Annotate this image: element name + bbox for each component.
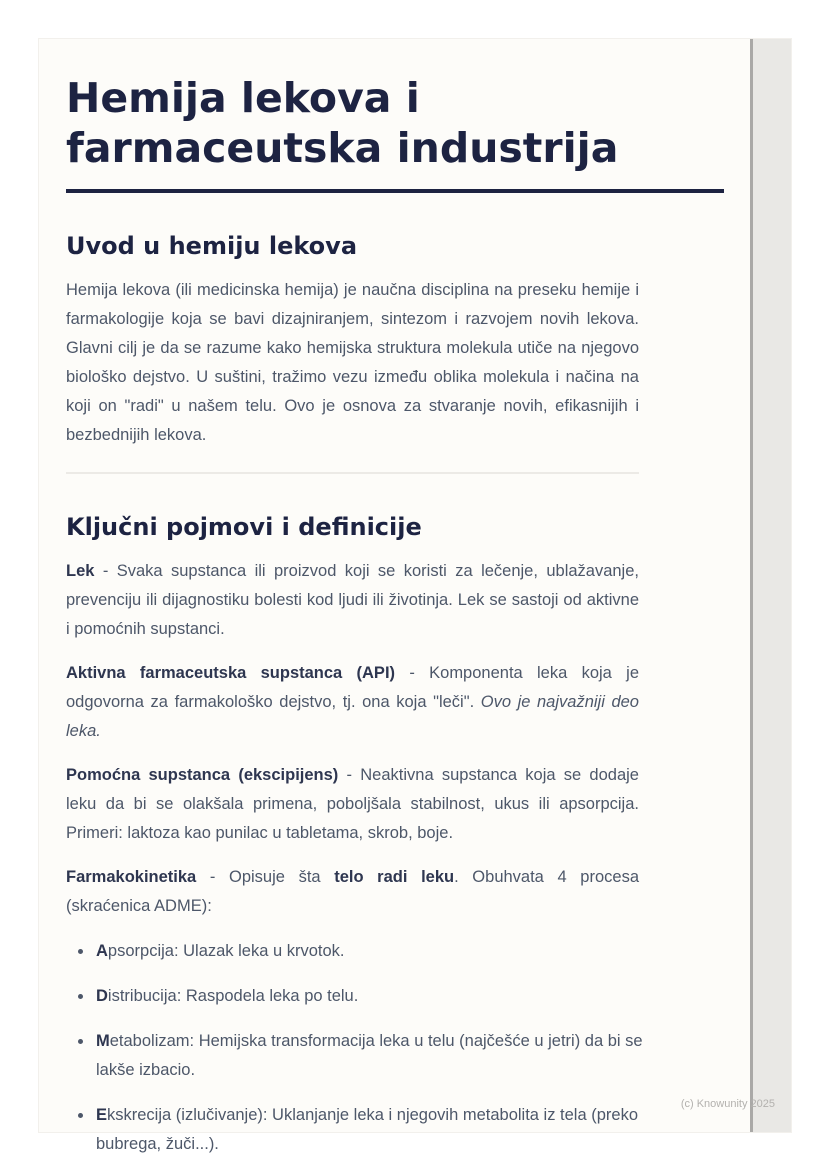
list-item-metabolizam [94, 1027, 659, 1085]
document-page [38, 38, 792, 1153]
text-run: Ovo je najvažniji deo leka. [66, 693, 639, 740]
text-run: istribucija: Raspodela leka po telu. [107, 987, 359, 1005]
text-run: psorpcija: Ulazak leka u krvotok. [107, 942, 345, 960]
text-run: Hemija lekova (ili medicinska hemija) je naučna disciplina na preseku hemije i farmakologije koja se bavi dizajniranjem, sintezom i razvojem novih lekova. Glavni cilj je da se razume kako hemijska struktura molekula utiče na njegovo biološko dejstvo. U suštini, tražimo vezu između oblika molekula i načina na koji on "radi" u našem telu. Ovo je osnova za stvaranje novih, efikasnijih i bezbednijih lekova. [66, 281, 639, 444]
text-run: D [96, 987, 108, 1005]
document-title-line-2: farmaceutska industrija [66, 124, 619, 172]
document-title-line-1: Hemija lekova i [66, 74, 420, 122]
definition-ekscipijens [66, 761, 639, 848]
page-edge-strip [750, 39, 791, 1132]
text-run: - Svaka supstanca ili proizvod koji se koristi za lečenje, ublažavanje, prevenciju ili dijagnostiku bolesti kod ljudi ili životinja. Lek se sastoji od aktivne i pomoćnih supstanci. [66, 562, 639, 638]
list-item-ekskrecija [94, 1101, 659, 1159]
copyright-notice: (c) Knowunity 2025 [680, 1098, 775, 1110]
definition-api [66, 659, 639, 746]
text-run: - Opisuje šta [196, 868, 335, 886]
list-item-apsorpcija [94, 937, 659, 966]
section-heading-uvod: Uvod u hemiju lekova [66, 232, 358, 260]
text-run: Pomoćna supstanca (ekscipijens) [66, 766, 339, 784]
text-run: M [96, 1032, 110, 1050]
text-run: - Komponenta leka koja je odgovorna za farmakološko dejstvo, tj. ona koja "leči". [66, 664, 639, 711]
text-run: A [96, 942, 108, 960]
document-content [66, 39, 726, 1175]
text-run: - Neaktivna supstanca koja se dodaje leku da bi se olakšala primena, poboljšala stabilnost, ukus ili apsorpcija. Primeri: laktoza kao punilac u tabletama, skrob, boje. [66, 766, 639, 842]
text-run: Lek [66, 562, 95, 580]
title-underline-rule [66, 189, 724, 193]
definition-lek [66, 557, 639, 644]
definition-farmakokinetika [66, 863, 639, 921]
list-item-distribucija [94, 982, 659, 1011]
text-run: Farmakokinetika [66, 868, 197, 886]
text-run: E [96, 1106, 108, 1124]
text-run: kskrecija (izlučivanje): Uklanjanje leka i njegovih metabolita iz tela (preko bubrega, žuči...). [96, 1106, 639, 1153]
intro-paragraph [66, 276, 639, 450]
adme-bullet-list [66, 937, 659, 1159]
text-run: . Obuhvata 4 procesa (skraćenica ADME): [66, 868, 639, 915]
section-heading-kljucni-pojmovi: Ključni pojmovi i definicije [66, 513, 422, 541]
text-run: telo radi leku [334, 868, 455, 886]
text-run: etabolizam: Hemijska transformacija leka u telu (najčešće u jetri) da bi se lakše izbacio. [96, 1032, 643, 1079]
section-divider [66, 472, 639, 474]
document-title [66, 73, 726, 173]
text-run: Aktivna farmaceutska supstanca (API) [66, 664, 396, 682]
